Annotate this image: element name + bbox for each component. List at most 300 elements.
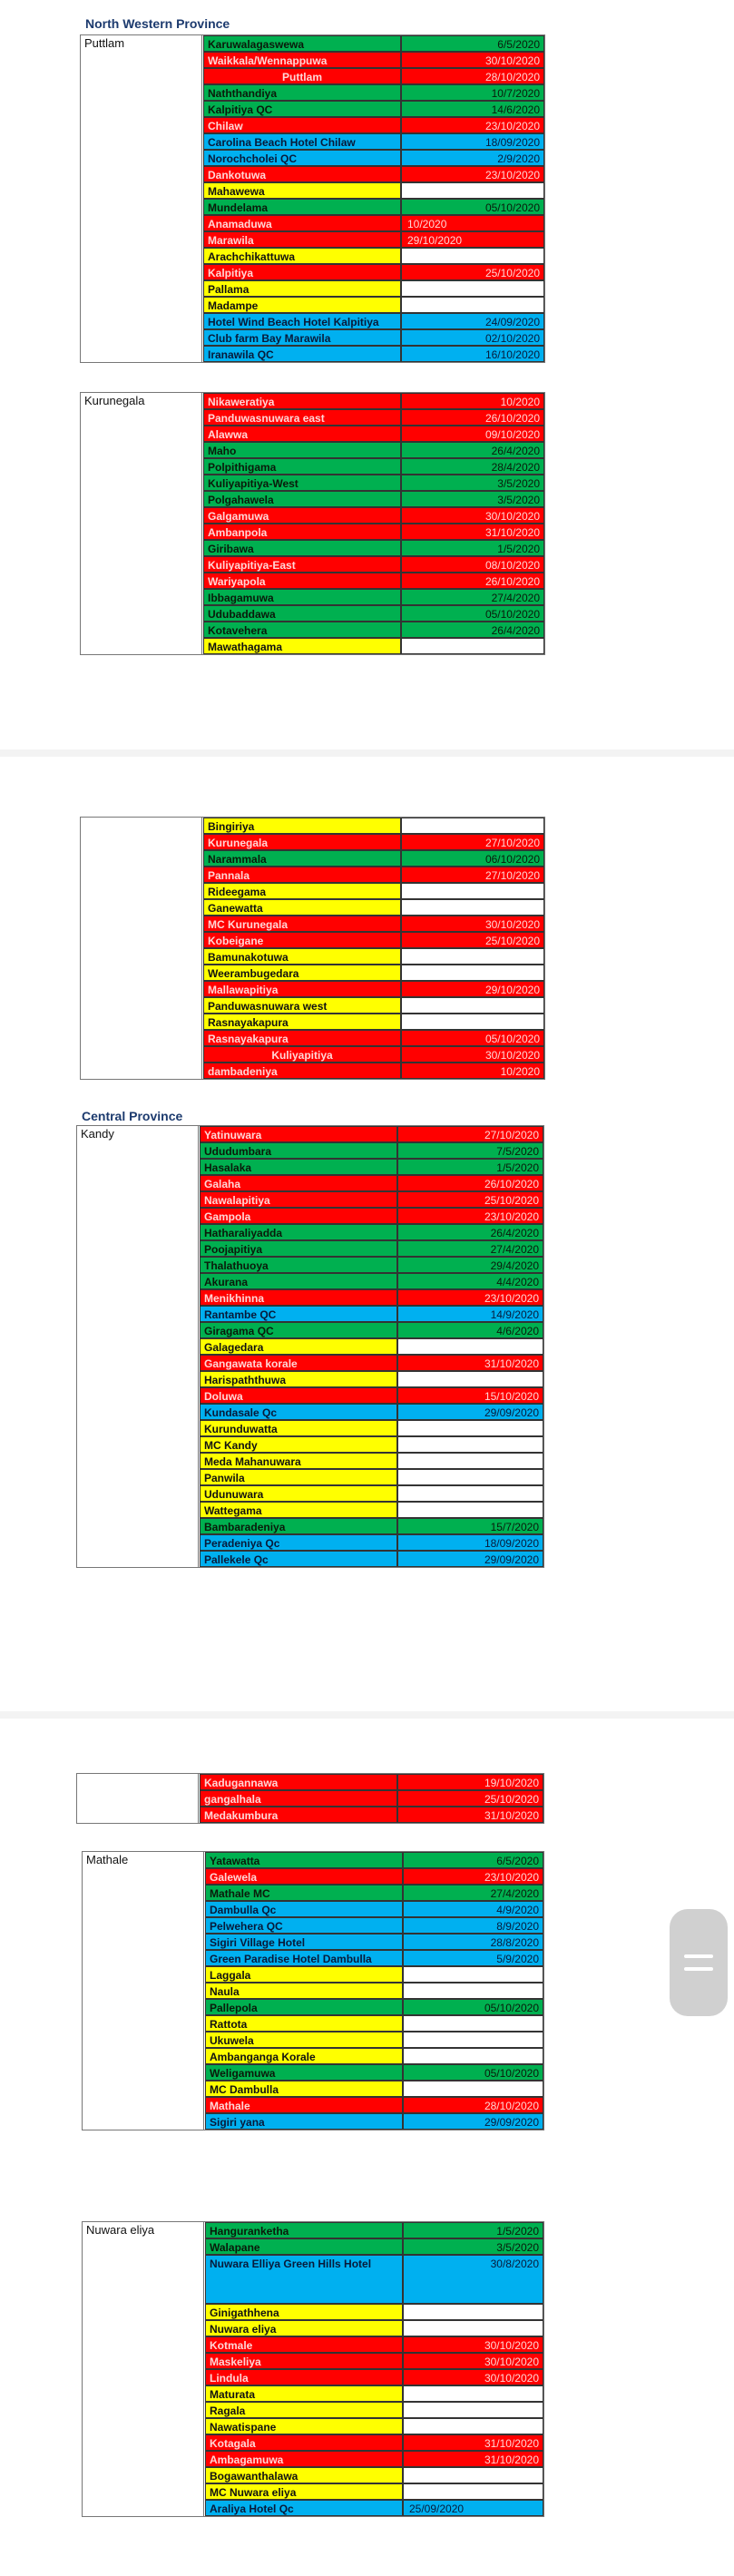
date-cell (401, 948, 544, 965)
table-row (203, 1046, 544, 1063)
area-name-cell: Maturata (205, 2385, 403, 2402)
area-name-cell: Galaha (200, 1175, 397, 1191)
table-row (203, 818, 544, 834)
area-name-cell: Polgahawela (203, 491, 401, 507)
table-row (200, 1191, 543, 1208)
table-row (205, 2369, 543, 2385)
table-row (205, 2048, 543, 2064)
table-row (203, 442, 544, 458)
date-cell: 6/5/2020 (401, 35, 544, 52)
date-cell: 27/4/2020 (397, 1240, 543, 1257)
area-name-cell: Kuliyapitiya (203, 1046, 401, 1063)
table-row (203, 948, 544, 965)
area-name-cell: Pelwehera QC (205, 1917, 403, 1934)
area-name-cell: Akurana (200, 1273, 397, 1289)
table-row (205, 1917, 543, 1934)
date-cell: 31/10/2020 (403, 2434, 543, 2451)
area-name-cell: Ambanganga Korale (205, 2048, 403, 2064)
table-row (205, 1934, 543, 1950)
date-cell: 31/10/2020 (403, 2451, 543, 2467)
date-cell: 26/4/2020 (401, 442, 544, 458)
area-name-cell: MC Kurunegala (203, 916, 401, 932)
date-cell (401, 883, 544, 899)
date-cell: 10/2020 (401, 215, 544, 231)
date-cell: 1/5/2020 (397, 1159, 543, 1175)
table-row (205, 1901, 543, 1917)
table-row (203, 346, 544, 362)
table-row (203, 426, 544, 442)
table-row (203, 297, 544, 313)
area-name-cell: Panduwasnuwara east (203, 409, 401, 426)
area-name-cell: Galgamuwa (203, 507, 401, 524)
table-row (205, 1852, 543, 1868)
district-label (77, 1774, 199, 1823)
date-cell (403, 2048, 543, 2064)
table-row (205, 1868, 543, 1885)
date-cell (397, 1420, 543, 1436)
area-name-cell: Hotel Wind Beach Hotel Kalpitiya (203, 313, 401, 329)
table-row (203, 166, 544, 182)
area-name-cell: MC Kandy (200, 1436, 397, 1453)
district-label: Nuwara eliya (83, 2222, 204, 2516)
area-name-cell: Kuliyapitiya-West (203, 475, 401, 491)
table-row (203, 883, 544, 899)
table-row (200, 1208, 543, 1224)
table-row (203, 52, 544, 68)
table-row (203, 117, 544, 133)
date-cell: 10/2020 (401, 1063, 544, 1079)
date-cell: 25/10/2020 (401, 264, 544, 280)
area-name-cell: Dankotuwa (203, 166, 401, 182)
date-cell: 8/9/2020 (403, 1917, 543, 1934)
table-row (203, 850, 544, 867)
area-name-cell: Naththandiya (203, 84, 401, 101)
table-row (203, 556, 544, 573)
date-cell: 30/10/2020 (401, 507, 544, 524)
date-cell (397, 1469, 543, 1485)
area-name-cell: Nikaweratiya (203, 393, 401, 409)
date-cell (397, 1436, 543, 1453)
area-name-cell: Marawila (203, 231, 401, 248)
date-cell (403, 2467, 543, 2483)
area-name-cell: Ibbagamuwa (203, 589, 401, 605)
area-name-cell: Giribawa (203, 540, 401, 556)
table-row (203, 834, 544, 850)
area-name-cell: Pallama (203, 280, 401, 297)
table-row (203, 133, 544, 150)
date-cell (403, 2418, 543, 2434)
area-name-cell: Pallekele Qc (200, 1551, 397, 1567)
date-cell (401, 182, 544, 199)
table-row (203, 409, 544, 426)
area-name-cell: Bingiriya (203, 818, 401, 834)
date-cell: 26/4/2020 (401, 622, 544, 638)
table-row (200, 1322, 543, 1338)
table-row (203, 916, 544, 932)
date-cell (401, 1014, 544, 1030)
table-row (205, 1999, 543, 2015)
area-name-cell: Hatharaliyadda (200, 1224, 397, 1240)
table-row (205, 2222, 543, 2238)
area-name-cell: Kotmale (205, 2336, 403, 2353)
date-cell: 25/10/2020 (401, 932, 544, 948)
province-heading: North Western Province (85, 16, 230, 31)
area-name-cell: Madampe (203, 297, 401, 313)
area-name-cell: Gampola (200, 1208, 397, 1224)
date-cell: 27/10/2020 (401, 834, 544, 850)
date-cell: 30/10/2020 (401, 52, 544, 68)
area-name-cell: MC Nuwara eliya (205, 2483, 403, 2500)
date-cell: 05/10/2020 (401, 199, 544, 215)
table-row (205, 2353, 543, 2369)
table-row (203, 248, 544, 264)
date-cell (403, 2015, 543, 2032)
date-cell: 28/8/2020 (403, 1934, 543, 1950)
area-name-cell: Rasnayakapura (203, 1014, 401, 1030)
date-cell: 28/4/2020 (401, 458, 544, 475)
table-row (203, 622, 544, 638)
date-cell (401, 297, 544, 313)
table-row (203, 867, 544, 883)
date-cell (403, 2304, 543, 2320)
date-cell: 28/10/2020 (401, 68, 544, 84)
date-cell: 23/10/2020 (401, 117, 544, 133)
area-name-cell: Chilaw (203, 117, 401, 133)
table-row (205, 2113, 543, 2130)
area-name-cell: Kundasale Qc (200, 1404, 397, 1420)
area-name-cell: Anamaduwa (203, 215, 401, 231)
district-label: Mathale (83, 1852, 204, 2130)
table-row (203, 35, 544, 52)
table-row (203, 313, 544, 329)
area-name-cell: Mahawewa (203, 182, 401, 199)
area-name-cell: Ukuwela (205, 2032, 403, 2048)
date-cell: 26/10/2020 (397, 1175, 543, 1191)
table-row (205, 2451, 543, 2467)
date-cell (401, 818, 544, 834)
date-cell: 28/10/2020 (403, 2097, 543, 2113)
table-row (203, 475, 544, 491)
date-cell: 23/10/2020 (401, 166, 544, 182)
table-row (205, 1983, 543, 1999)
table-row (203, 491, 544, 507)
area-name-cell: Kotavehera (203, 622, 401, 638)
table-row (203, 264, 544, 280)
date-cell: 23/10/2020 (397, 1208, 543, 1224)
area-name-cell: Panduwasnuwara west (203, 997, 401, 1014)
area-name-cell: Harispaththuwa (200, 1371, 397, 1387)
date-cell (401, 997, 544, 1014)
table-row (205, 2483, 543, 2500)
table-row (203, 1030, 544, 1046)
area-name-cell: Bambaradeniya (200, 1518, 397, 1534)
table-row (203, 540, 544, 556)
table-row (203, 182, 544, 199)
date-cell: 30/10/2020 (401, 1046, 544, 1063)
table-row (205, 2418, 543, 2434)
table-row (205, 2402, 543, 2418)
area-name-cell: Thalathuoya (200, 1257, 397, 1273)
area-name-cell: Wariyapola (203, 573, 401, 589)
area-name-cell: Mathale MC (205, 1885, 403, 1901)
area-name-cell: Carolina Beach Hotel Chilaw (203, 133, 401, 150)
area-name-cell: Bogawanthalawa (205, 2467, 403, 2483)
area-name-cell: Nuwara eliya (205, 2320, 403, 2336)
area-name-cell: Karuwalagaswewa (203, 35, 401, 52)
table-row (200, 1404, 543, 1420)
area-name-cell: Medakumbura (200, 1807, 397, 1823)
area-name-cell: Sigiri Village Hotel (205, 1934, 403, 1950)
date-cell: 25/10/2020 (397, 1191, 543, 1208)
table-row (205, 2032, 543, 2048)
area-name-cell: Ududumbara (200, 1142, 397, 1159)
area-name-cell: Gangawata korale (200, 1355, 397, 1371)
area-name-cell: Araliya Hotel Qc (205, 2500, 403, 2516)
table-row (205, 2304, 543, 2320)
area-name-cell: Rasnayakapura (203, 1030, 401, 1046)
area-name-cell: Kurunegala (203, 834, 401, 850)
district-table (80, 817, 545, 1080)
table-row (200, 1774, 543, 1790)
table-row (200, 1142, 543, 1159)
date-cell (401, 248, 544, 264)
table-row (200, 1355, 543, 1371)
scroll-handle[interactable] (670, 1909, 728, 2016)
table-row (205, 2015, 543, 2032)
district-table (82, 2221, 544, 2517)
province-heading: Central Province (82, 1109, 183, 1123)
date-cell (401, 638, 544, 654)
table-row (200, 1306, 543, 1322)
date-cell: 29/09/2020 (403, 2113, 543, 2130)
date-cell (403, 2032, 543, 2048)
date-cell (403, 2483, 543, 2500)
table-row (205, 2081, 543, 2097)
area-name-cell: Nawatispane (205, 2418, 403, 2434)
date-cell (403, 1966, 543, 1983)
date-cell: 29/4/2020 (397, 1257, 543, 1273)
table-row (203, 1063, 544, 1079)
area-name-cell: Pallepola (205, 1999, 403, 2015)
table-row (205, 2336, 543, 2353)
table-row (203, 605, 544, 622)
table-row (200, 1485, 543, 1502)
district-label: Kurunegala (81, 393, 202, 654)
date-cell: 5/9/2020 (403, 1950, 543, 1966)
area-name-cell: Kadugannawa (200, 1774, 397, 1790)
area-name-cell: dambadeniya (203, 1063, 401, 1079)
date-cell (403, 2402, 543, 2418)
area-name-cell: Ambanpola (203, 524, 401, 540)
date-cell (403, 2081, 543, 2097)
area-name-cell: Galagedara (200, 1338, 397, 1355)
district-table (80, 392, 545, 655)
date-cell: 29/10/2020 (401, 231, 544, 248)
table-row (200, 1371, 543, 1387)
table-row (203, 965, 544, 981)
grip-line-icon (684, 1954, 713, 1958)
table-row (200, 1273, 543, 1289)
table-row (203, 101, 544, 117)
table-row (205, 2064, 543, 2081)
area-name-cell: Mawathagama (203, 638, 401, 654)
table-row (205, 2467, 543, 2483)
table-row (205, 2238, 543, 2255)
area-name-cell: Lindula (205, 2369, 403, 2385)
date-cell: 06/10/2020 (401, 850, 544, 867)
table-row (200, 1387, 543, 1404)
table-row (203, 1014, 544, 1030)
date-cell (401, 899, 544, 916)
table-row (203, 84, 544, 101)
date-cell: 18/09/2020 (397, 1534, 543, 1551)
district-table (80, 34, 545, 363)
date-cell: 30/10/2020 (401, 916, 544, 932)
area-name-cell: Dambulla Qc (205, 1901, 403, 1917)
area-name-cell: Udubaddawa (203, 605, 401, 622)
area-name-cell: Wattegama (200, 1502, 397, 1518)
date-cell: 3/5/2020 (401, 491, 544, 507)
date-cell: 4/9/2020 (403, 1901, 543, 1917)
district-label (81, 818, 202, 1079)
date-cell: 10/2020 (401, 393, 544, 409)
date-cell: 3/5/2020 (403, 2238, 543, 2255)
area-name-cell: MC Dambulla (205, 2081, 403, 2097)
date-cell: 27/10/2020 (401, 867, 544, 883)
area-name-cell: Doluwa (200, 1387, 397, 1404)
area-name-cell: Walapane (205, 2238, 403, 2255)
area-name-cell: Mathale (205, 2097, 403, 2113)
table-row (203, 589, 544, 605)
table-row (200, 1502, 543, 1518)
table-row (200, 1240, 543, 1257)
table-row (205, 2255, 543, 2304)
table-row (205, 2385, 543, 2402)
area-name-cell: Weligamuwa (205, 2064, 403, 2081)
date-cell: 24/09/2020 (401, 313, 544, 329)
table-row (203, 899, 544, 916)
area-name-cell: Pannala (203, 867, 401, 883)
date-cell (403, 2320, 543, 2336)
table-row (200, 1175, 543, 1191)
date-cell: 15/7/2020 (397, 1518, 543, 1534)
date-cell: 7/5/2020 (397, 1142, 543, 1159)
table-row (203, 199, 544, 215)
area-name-cell: Ganewatta (203, 899, 401, 916)
date-cell: 31/10/2020 (397, 1355, 543, 1371)
area-name-cell: Maskeliya (205, 2353, 403, 2369)
area-name-cell: Puttlam (203, 68, 401, 84)
date-cell: 26/4/2020 (397, 1224, 543, 1240)
date-cell (397, 1371, 543, 1387)
table-row (200, 1518, 543, 1534)
area-name-cell: Kuliyapitiya-East (203, 556, 401, 573)
date-cell: 27/4/2020 (401, 589, 544, 605)
area-name-cell: Poojapitiya (200, 1240, 397, 1257)
table-row (200, 1790, 543, 1807)
table-row (200, 1126, 543, 1142)
area-name-cell: Naula (205, 1983, 403, 1999)
area-name-cell: Kurunduwatta (200, 1420, 397, 1436)
table-row (203, 458, 544, 475)
area-name-cell: Rantambe QC (200, 1306, 397, 1322)
table-row (203, 507, 544, 524)
table-row (205, 1950, 543, 1966)
date-cell: 14/6/2020 (401, 101, 544, 117)
date-cell: 1/5/2020 (401, 540, 544, 556)
area-name-cell: Hasalaka (200, 1159, 397, 1175)
date-cell: 15/10/2020 (397, 1387, 543, 1404)
date-cell: 25/09/2020 (403, 2500, 543, 2516)
date-cell: 23/10/2020 (403, 1868, 543, 1885)
date-cell: 26/10/2020 (401, 409, 544, 426)
date-cell: 6/5/2020 (403, 1852, 543, 1868)
date-cell (401, 965, 544, 981)
table-row (200, 1257, 543, 1273)
area-name-cell: Galewela (205, 1868, 403, 1885)
table-row (200, 1289, 543, 1306)
date-cell: 16/10/2020 (401, 346, 544, 362)
table-row (203, 150, 544, 166)
table-row (200, 1469, 543, 1485)
area-name-cell: Ambagamuwa (205, 2451, 403, 2467)
area-name-cell: Nuwara Elliya Green Hills Hotel (205, 2255, 403, 2304)
area-name-cell: Arachchikattuwa (203, 248, 401, 264)
area-name-cell: Panwila (200, 1469, 397, 1485)
area-name-cell: Maho (203, 442, 401, 458)
area-name-cell: Bamunakotuwa (203, 948, 401, 965)
date-cell: 05/10/2020 (401, 1030, 544, 1046)
table-row (200, 1338, 543, 1355)
table-row (200, 1436, 543, 1453)
district-table (76, 1125, 544, 1568)
date-cell (403, 2385, 543, 2402)
date-cell: 05/10/2020 (401, 605, 544, 622)
table-row (203, 981, 544, 997)
date-cell (397, 1502, 543, 1518)
table-row (203, 280, 544, 297)
date-cell: 09/10/2020 (401, 426, 544, 442)
date-cell: 30/10/2020 (403, 2369, 543, 2385)
date-cell: 31/10/2020 (401, 524, 544, 540)
area-name-cell: Yatawatta (205, 1852, 403, 1868)
area-name-cell: Rattota (205, 2015, 403, 2032)
table-row (200, 1159, 543, 1175)
date-cell (403, 1983, 543, 1999)
district-label: Kandy (77, 1126, 199, 1567)
grip-line-icon (684, 1967, 713, 1971)
table-row (205, 2320, 543, 2336)
area-name-cell: Mallawapitiya (203, 981, 401, 997)
table-row (203, 231, 544, 248)
page-separator (0, 749, 734, 757)
date-cell: 26/10/2020 (401, 573, 544, 589)
area-name-cell: Kobeigane (203, 932, 401, 948)
date-cell: 19/10/2020 (397, 1774, 543, 1790)
area-name-cell: Ginigathhena (205, 2304, 403, 2320)
area-name-cell: Narammala (203, 850, 401, 867)
table-row (205, 1885, 543, 1901)
area-name-cell: Kalpitiya (203, 264, 401, 280)
table-row (203, 393, 544, 409)
date-cell: 18/09/2020 (401, 133, 544, 150)
area-name-cell: Ragala (205, 2402, 403, 2418)
area-name-cell: Norochcholei QC (203, 150, 401, 166)
table-row (200, 1420, 543, 1436)
area-name-cell: Alawwa (203, 426, 401, 442)
date-cell: 4/4/2020 (397, 1273, 543, 1289)
page-separator (0, 1711, 734, 1719)
